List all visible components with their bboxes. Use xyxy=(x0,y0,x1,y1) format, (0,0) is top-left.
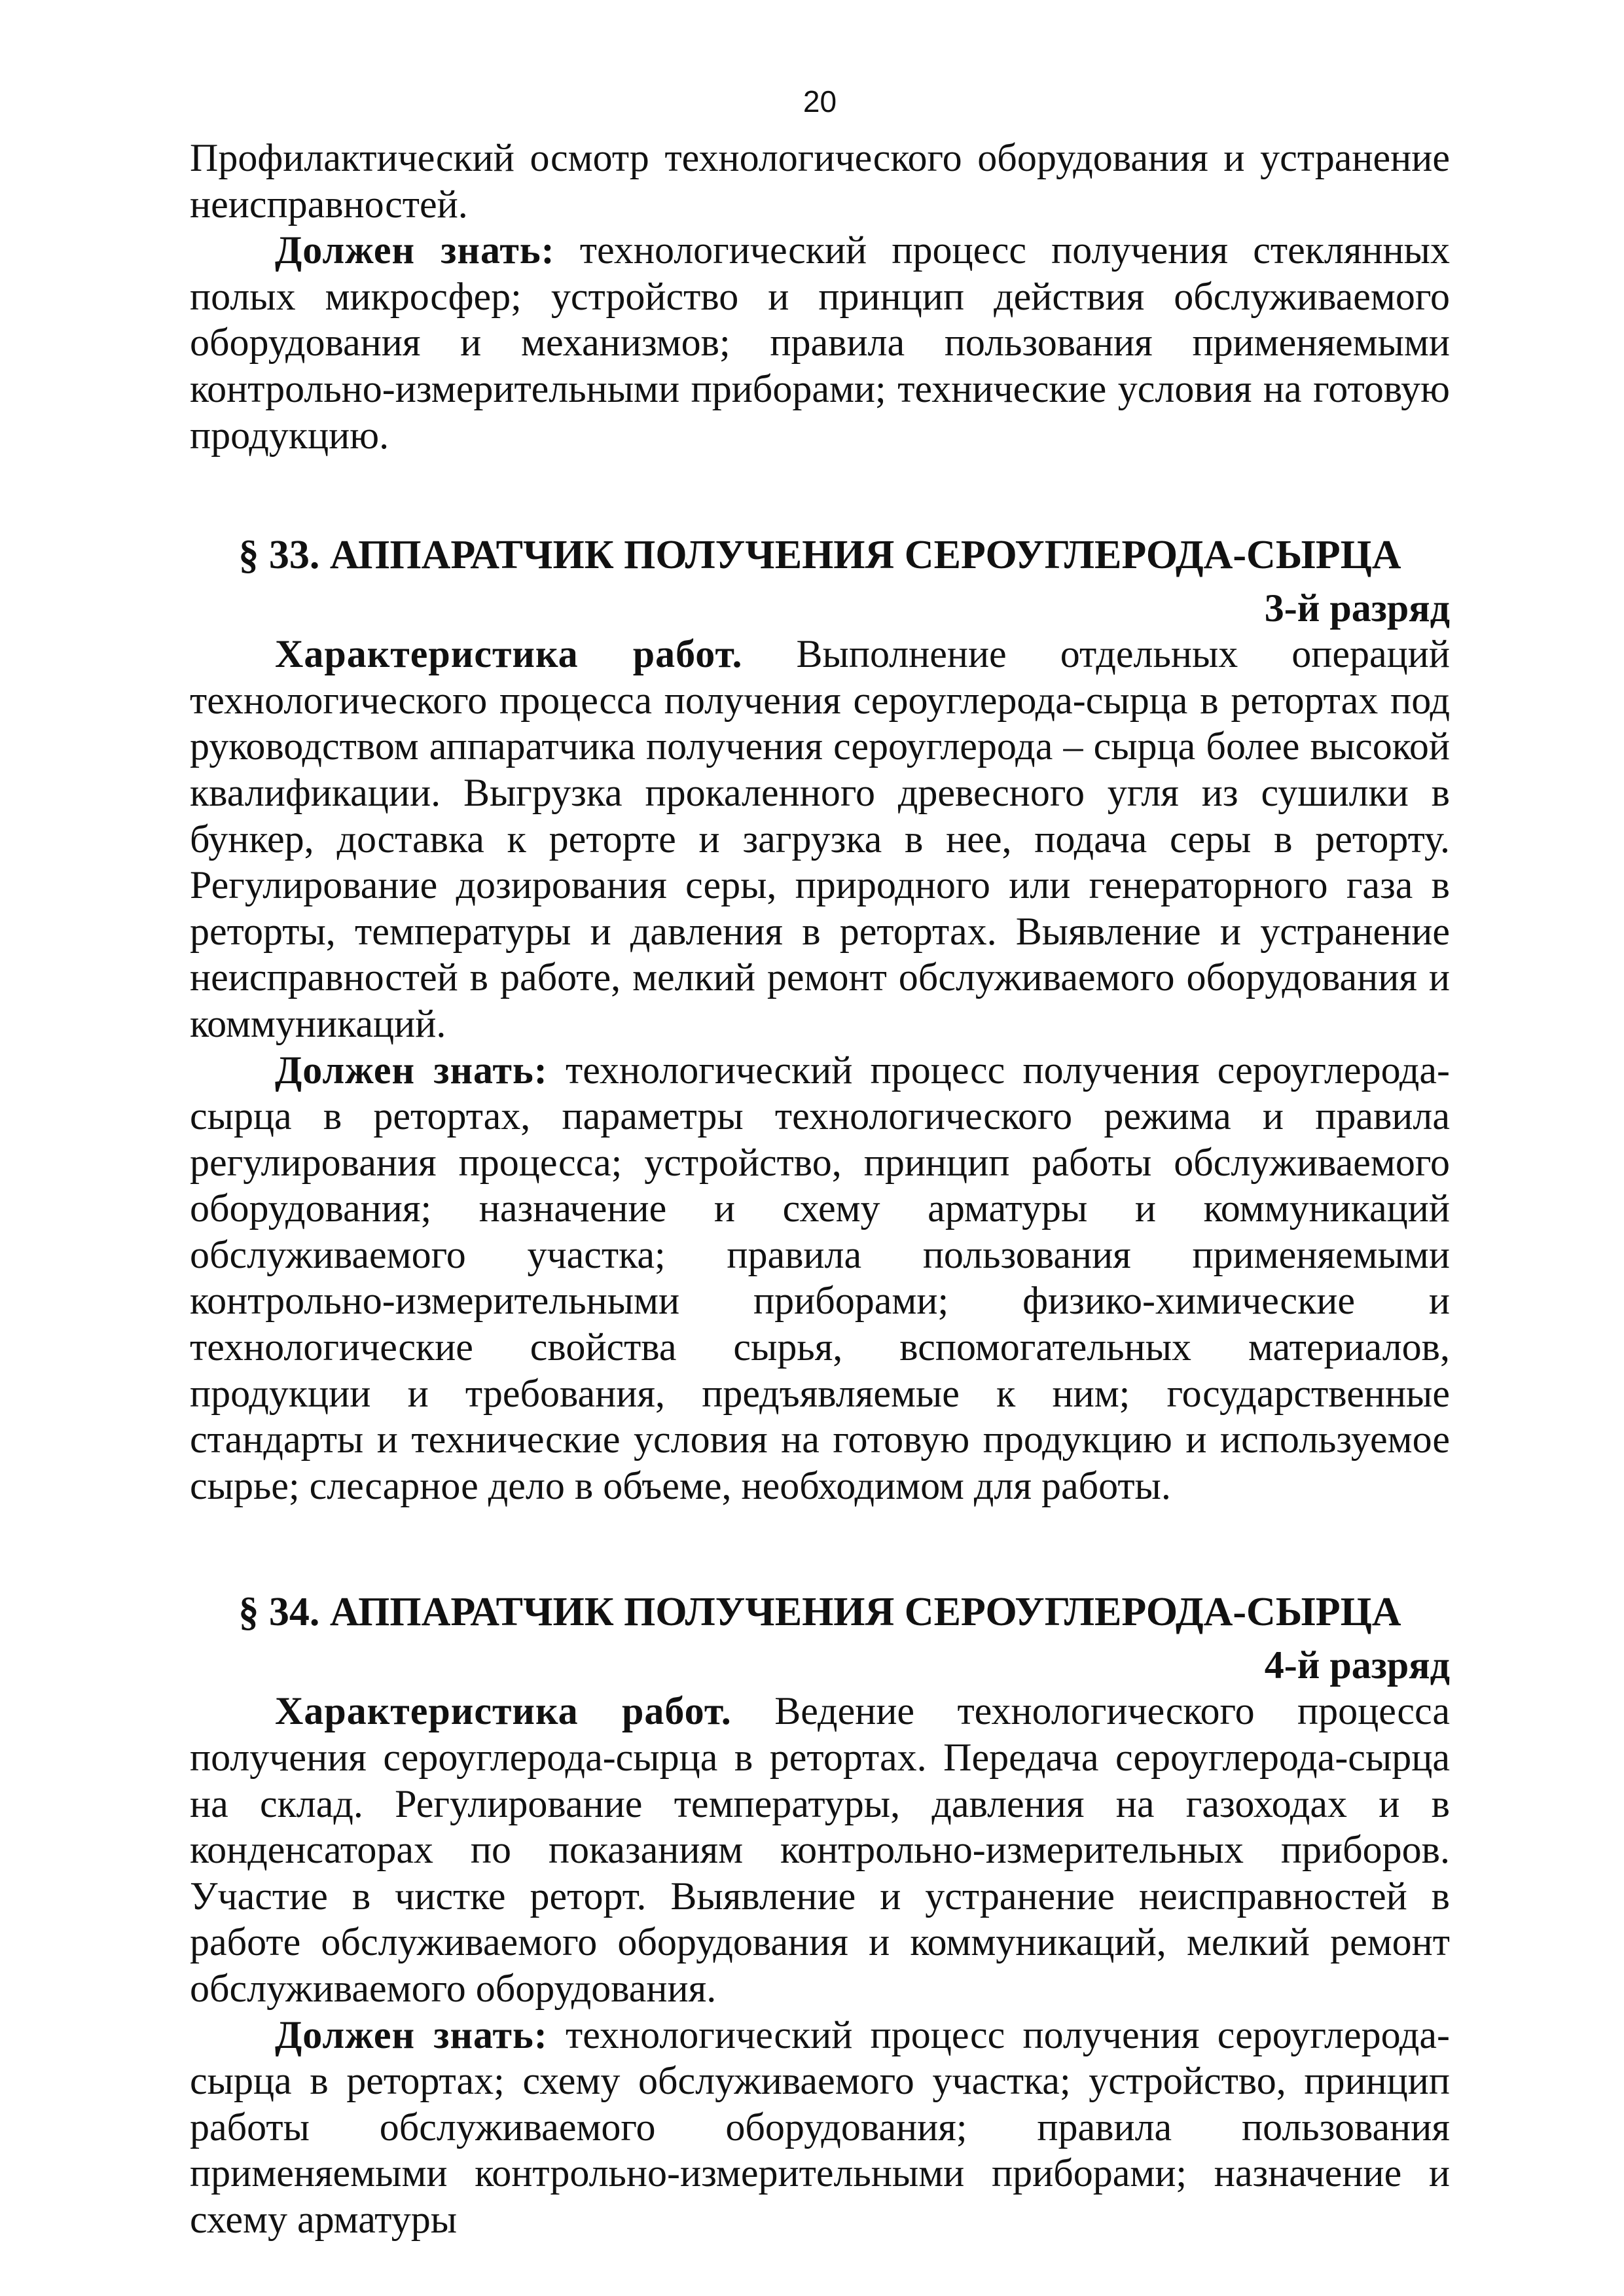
work-characteristics-text: Выполнение отдельных операций технологического процесса получения сероуглерода-сырца в ретортах под руководством аппаратчика получения сероуглерода – сырца более высокой квалификации. Выгрузка прокаленного древесного угля из сушилки в бункер, доставка к реторте и загрузка в нее, подача серы в реторту. Регулирование дозирования серы, природного или генераторного газа в реторты, температуры и давления в ретортах. Выявление и устранение неисправностей в работе, мелкий ремонт обслуживаемого оборудования и коммуникаций. xyxy=(190,632,1450,1045)
work-characteristics-label: Характеристика работ. xyxy=(275,1689,732,1733)
document-page xyxy=(190,79,1450,2243)
section-33-know-paragraph xyxy=(190,1047,1450,1509)
intro-must-know-paragraph xyxy=(190,227,1450,458)
must-know-text: технологический процесс получения сероуглерода-сырца в ретортах; схему обслуживаемого участка; устройство, принцип работы обслуживаемого оборудования; правила пользования применяемыми контрольно-измерительными приборами; назначение и схему арматуры xyxy=(190,2013,1450,2241)
section-34-heading: § 34. АППАРАТЧИК ПОЛУЧЕНИЯ СЕРОУГЛЕРОДА-СЫРЦА xyxy=(238,1590,1401,1635)
must-know-label: Должен знать: xyxy=(275,1048,548,1092)
section-34-grade: 4-й разряд xyxy=(1264,1643,1450,1687)
must-know-label: Должен знать: xyxy=(275,2013,548,2056)
must-know-label: Должен знать: xyxy=(275,228,555,272)
section-34-know-paragraph xyxy=(190,2012,1450,2243)
page-number: 20 xyxy=(803,84,837,118)
work-characteristics-label: Характеристика работ. xyxy=(275,632,743,676)
must-know-text: технологический процесс получения стеклянных полых микросфер; устройство и принцип действия обслуживаемого оборудования и механизмов; правила пользования применяемыми контрольно-измерительными приборами; технические условия на готовую продукцию. xyxy=(190,228,1450,457)
section-33-grade: 3-й разряд xyxy=(1264,586,1450,630)
section-34-work-paragraph xyxy=(190,1688,1450,2011)
intro-paragraph: Профилактический осмотр технологического оборудования и устранение неисправностей. xyxy=(190,136,1450,226)
must-know-text: технологический процесс получения сероуглерода-сырца в ретортах, параметры технологического режима и правила регулирования процесса; устройство, принцип работы обслуживаемого оборудования; назначение и схему арматуры и коммуникаций обслуживаемого участка; правила пользования применяемыми контрольно-измерительными приборами; физико-химические и технологические свойства сырья, вспомогательных материалов, продукции и требования, предъявляемые к ним; государственные стандарты и технические условия на готовую продукцию и используемое сырье; слесарное дело в объеме, необходимом для работы. xyxy=(190,1048,1450,1507)
section-33-work-paragraph xyxy=(190,631,1450,1047)
section-33-heading: § 33. АППАРАТЧИК ПОЛУЧЕНИЯ СЕРОУГЛЕРОДА-СЫРЦА xyxy=(238,533,1401,578)
work-characteristics-text: Ведение технологического процесса получения сероуглерода-сырца в ретортах. Передача сероуглерода-сырца на склад. Регулирование температуры, давления на газоходах и в конденсаторах по показаниям контрольно-измерительных приборов. Участие в чистке реторт. Выявление и устранение неисправностей в работе обслуживаемого оборудования и коммуникаций, мелкий ремонт обслуживаемого оборудования. xyxy=(190,1689,1450,2010)
